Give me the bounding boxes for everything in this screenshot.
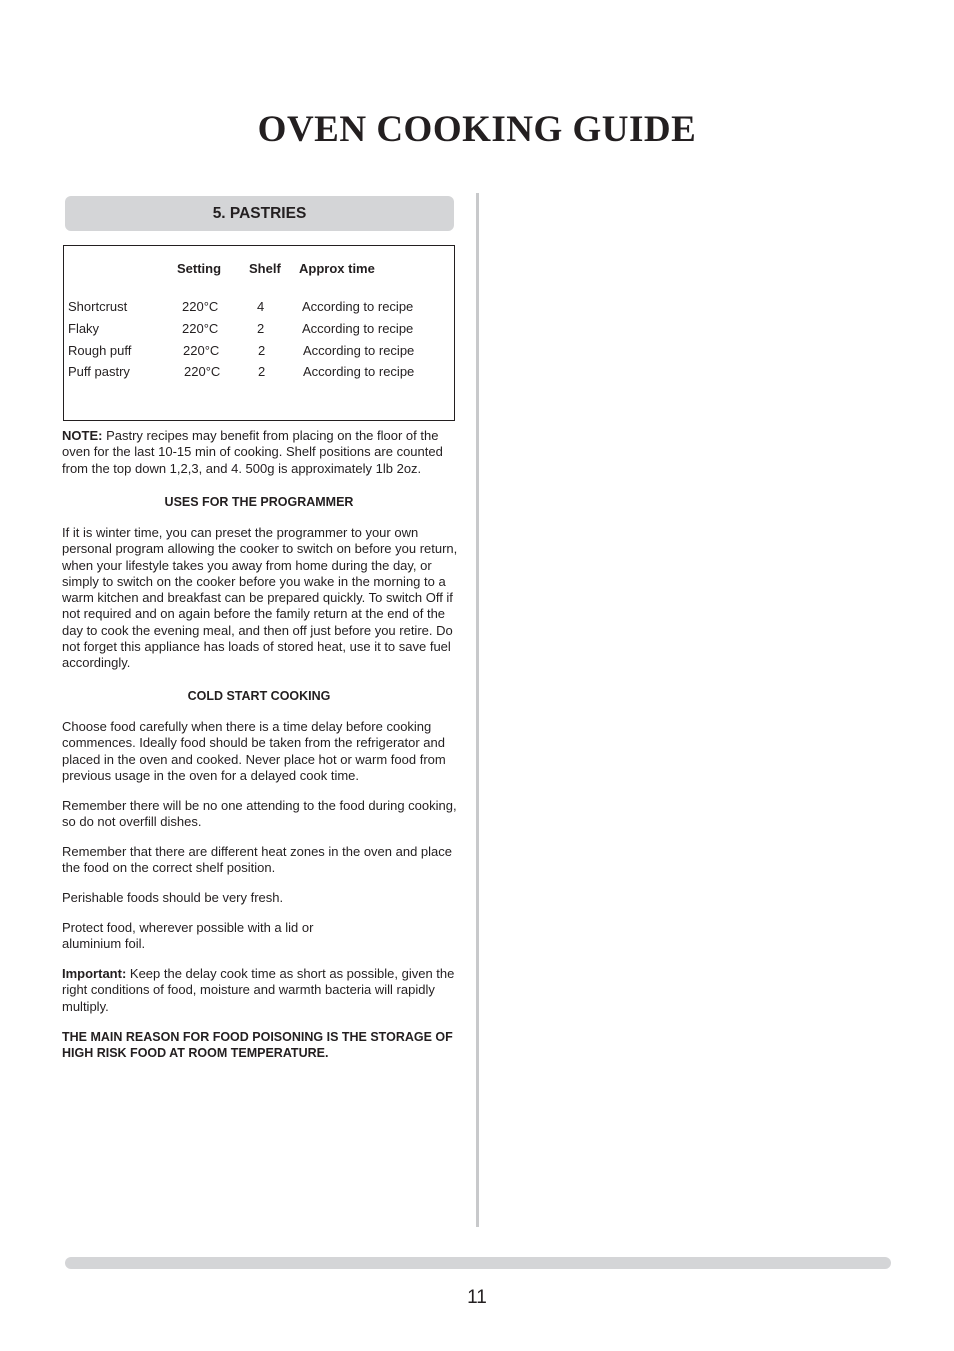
row-time: According to recipe [303,343,415,358]
row-shelf: 2 [258,364,266,379]
heat-zones-paragraph: Remember that there are different heat zones in the oven and place the food on the correct shelf position. [62,844,453,876]
header-approx-time: Approx time [299,261,375,276]
row-time: According to recipe [302,321,414,336]
row-shelf: 2 [258,343,266,358]
row-shelf: 2 [257,321,265,336]
row-setting: 220°C [182,321,219,336]
important-text: Keep the delay cook time as short as possible, given the right conditions of food, moisture and warmth bacteria will rapidly multiply. [62,966,455,1014]
row-shelf: 4 [257,299,265,314]
pastries-table [63,245,455,421]
programmer-paragraph: If it is winter time, you can preset the programmer to your own personal program allowing the cooker to switch on before you return, when your lifestyle takes you away from home during the day, or simply to switch on the cooker before you wake in the morning to a warm kitchen and breakfast can be prepared quickly. To switch Off if not required and on again before the family return at the end of the day to cook the evening meal, and then off just before you retire. Do not forget this appliance has loads of stored heat, use it to save fuel accordingly. [62,525,458,671]
warning-paragraph: THE MAIN REASON FOR FOOD POISONING IS THE STORAGE OF HIGH RISK FOOD AT ROOM TEMPERATURE. [62,1030,453,1061]
important-label: Important: [62,966,127,981]
header-shelf: Shelf [249,261,281,276]
page-title: OVEN COOKING GUIDE [257,109,697,150]
protect-line-1: Protect food, wherever possible with a lid or [62,920,314,935]
row-time: According to recipe [302,299,414,314]
perishable-paragraph: Perishable foods should be very fresh. [62,890,284,905]
cold-start-paragraph: Choose food carefully when there is a time delay before cooking commences. Ideally food should be taken from the refrigerator and placed in the oven and cooked. Never place hot or warm food from previous usage in the oven for a delayed cook time. [62,719,446,783]
important-paragraph [62,966,458,1015]
section-heading [65,196,454,231]
overfill-paragraph: Remember there will be no one attending to the food during cooking, so do not overfill dishes. [62,798,457,830]
row-setting: 220°C [183,343,220,358]
note-text: Pastry recipes may benefit from placing on the floor of the oven for the last 10-15 min of cooking. Shelf positions are counted from the top down 1,2,3, and 4. 500g is approximately 1lb 2oz. [62,428,443,476]
row-setting: 220°C [182,299,219,314]
header-setting: Setting [177,261,222,276]
section-heading-text: 5. PASTRIES [212,204,307,222]
row-name: Rough puff [68,343,132,358]
footer-bar [65,1257,891,1269]
row-name: Puff pastry [68,364,130,379]
protect-paragraph [62,920,458,953]
row-name: Shortcrust [68,299,128,314]
row-name: Flaky [68,321,100,336]
programmer-heading: USES FOR THE PROGRAMMER [164,495,354,509]
page-number: 11 [467,1287,487,1308]
row-setting: 220°C [184,364,221,379]
note-paragraph [62,428,458,477]
cold-start-heading: COLD START COOKING [187,689,331,703]
note-label: NOTE: [62,428,103,443]
protect-line-2: aluminium foil. [62,936,146,952]
column-divider [476,193,479,1227]
row-time: According to recipe [303,364,415,379]
